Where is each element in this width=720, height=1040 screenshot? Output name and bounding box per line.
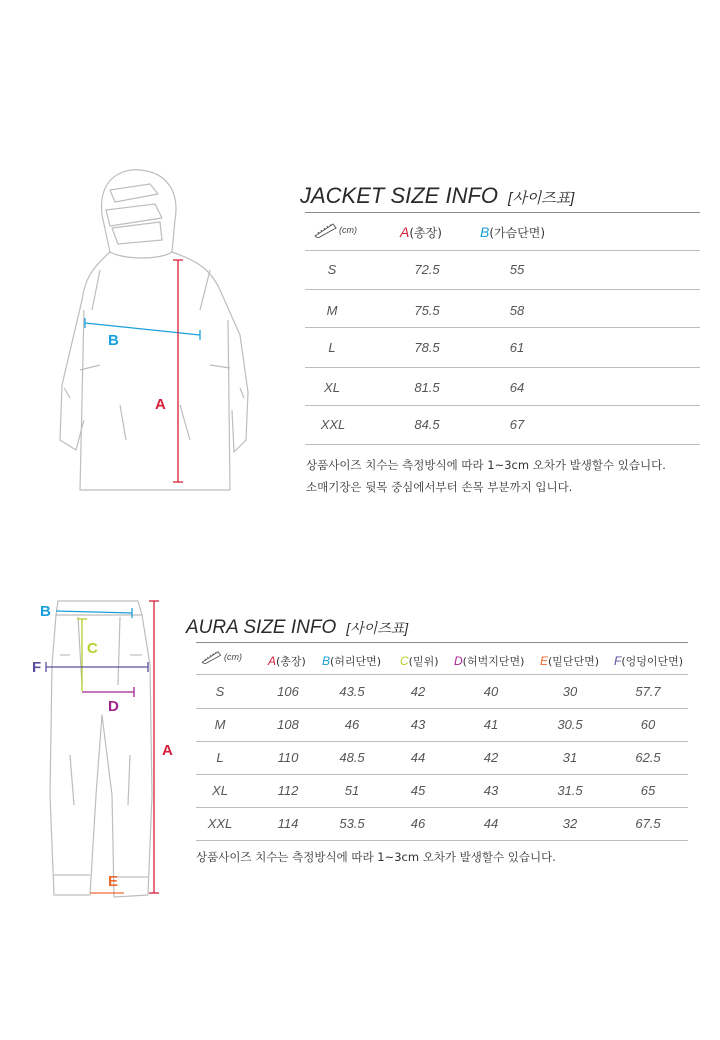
pants-header-a: A(총장) [268,654,306,668]
ruler-icon [313,222,337,238]
jacket-unit: (cm) [339,225,357,235]
table-cell-b: 51 [344,783,360,798]
table-cell-f: 65 [640,783,656,798]
table-cell-d: 44 [483,816,499,831]
table-cell-e: 31 [562,750,578,765]
table-row [196,774,688,807]
pants-size-table [196,642,688,842]
pants-note-1: 상품사이즈 치수는 측정방식에 따라 1~3cm 오차가 발생할수 있습니다. [196,850,556,864]
jacket-unit-header [313,222,357,238]
pants-header-f: F(엉덩이단면) [614,654,684,668]
pants-title-text: AURA SIZE INFO [186,617,337,638]
table-row-size: M [326,303,338,318]
table-row [196,708,688,741]
table-cell-e: 30 [562,684,578,699]
pants-label-d: D [108,698,119,715]
pants-title [186,617,408,639]
table-row [196,675,688,708]
table-row-a: 78.5 [414,340,440,355]
table-cell-c: 43 [410,717,426,732]
jacket-title [300,183,574,209]
pants-label-b: B [40,603,51,620]
table-row-size: L [328,340,336,355]
jacket-label-b: B [108,332,119,349]
table-row-b: 55 [509,262,525,277]
pants-unit: (cm) [224,652,242,662]
pants-header-e: E(밑단단면) [540,654,600,668]
table-row [196,741,688,774]
table-row-b: 64 [509,380,525,395]
table-cell-size: XL [212,783,228,798]
table-cell-e: 32 [562,816,578,831]
table-cell-d: 43 [483,783,499,798]
table-cell-a: 114 [277,816,299,831]
table-row-a: 75.5 [414,303,440,318]
ruler-icon [200,650,222,664]
table-row-b: 58 [509,303,525,318]
table-cell-d: 42 [483,750,499,765]
table-cell-e: 30.5 [557,717,583,732]
jacket-outline-icon [40,160,270,500]
table-cell-c: 44 [410,750,426,765]
jacket-header-a: A(총장) [400,224,442,240]
pants-header-c: C(밑위) [400,654,439,668]
table-row-b: 67 [509,417,525,432]
table-cell-a: 112 [277,783,299,798]
table-cell-c: 42 [410,684,426,699]
table-cell-size: L [216,750,224,765]
table-cell-b: 46 [344,717,360,732]
pants-header-d: D(허벅지단면) [454,654,525,668]
table-cell-b: 53.5 [339,816,365,831]
table-row-size: XL [324,380,340,395]
pants-unit-header [200,650,242,664]
jacket-size-table [305,212,700,447]
table-cell-e: 31.5 [557,783,583,798]
pants-label-f: F [32,659,42,676]
table-row-a: 72.5 [414,262,440,277]
table-row [196,807,688,840]
table-cell-f: 62.5 [635,750,661,765]
table-cell-size: XXL [207,816,233,831]
jacket-note-2: 소매기장은 뒷목 중심에서부터 손목 부분까지 입니다. [306,480,573,494]
table-cell-f: 57.7 [635,684,661,699]
table-cell-b: 43.5 [339,684,365,699]
pants-label-a: A [162,742,173,759]
pants-label-e: E [108,873,119,890]
table-cell-d: 40 [483,684,499,699]
table-cell-a: 106 [277,684,299,699]
jacket-header-b: B(가슴단면) [480,224,546,240]
table-row-a: 84.5 [414,417,440,432]
jacket-label-a: A [155,396,166,413]
jacket-subtitle: [사이즈표] [508,190,575,207]
table-cell-b: 48.5 [339,750,365,765]
table-row-a: 81.5 [414,380,440,395]
pants-label-c: C [87,640,98,657]
table-cell-f: 67.5 [635,816,661,831]
table-cell-c: 46 [410,816,426,831]
table-cell-f: 60 [640,717,656,732]
jacket-note-1: 상품사이즈 치수는 측정방식에 따라 1~3cm 오차가 발생할수 있습니다. [306,458,666,472]
table-cell-a: 108 [277,717,299,732]
pants-header-b: B(허리단면) [322,654,382,668]
table-cell-size: S [215,684,225,699]
jacket-title-text: JACKET SIZE INFO [300,183,499,208]
table-row-b: 61 [509,340,525,355]
table-row-size: XXL [320,417,346,432]
table-cell-d: 41 [483,717,499,732]
table-cell-size: M [214,717,226,732]
table-row-size: S [327,262,337,277]
table-cell-a: 110 [277,750,299,765]
pants-outline-icon [30,595,180,905]
pants-subtitle: [사이즈표] [346,620,409,636]
table-cell-c: 45 [410,783,426,798]
